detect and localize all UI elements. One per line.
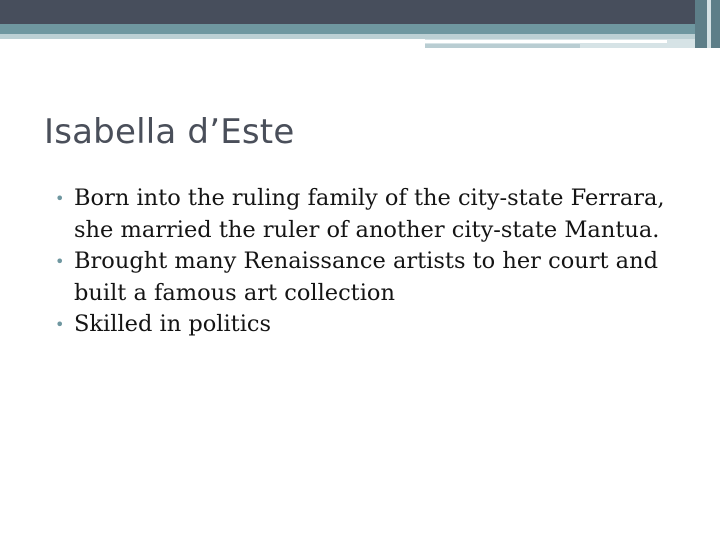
header-accent-strip bbox=[0, 24, 720, 34]
bullet-text: Skilled in politics bbox=[74, 311, 272, 337]
header-right-notch bbox=[707, 0, 711, 48]
bullet-dot: • bbox=[55, 252, 65, 271]
bullet-list bbox=[55, 183, 665, 341]
header-dark-bar bbox=[0, 0, 720, 24]
slide-title: Isabella d’Este bbox=[44, 112, 295, 152]
bullet-dot: • bbox=[55, 315, 65, 334]
bullet-text: Born into the ruling family of the city-state Ferrara, she married the ruler of another city-state Mantua. bbox=[74, 185, 665, 243]
bullet-text: Brought many Renaissance artists to her court and built a famous art collection bbox=[74, 248, 658, 306]
bullet-item bbox=[55, 183, 665, 246]
bullet-dot: • bbox=[55, 189, 65, 208]
header-lower-highlight bbox=[425, 40, 667, 43]
bullet-item bbox=[55, 309, 665, 341]
header-lower-accent bbox=[425, 44, 580, 48]
bullet-item bbox=[55, 246, 665, 309]
